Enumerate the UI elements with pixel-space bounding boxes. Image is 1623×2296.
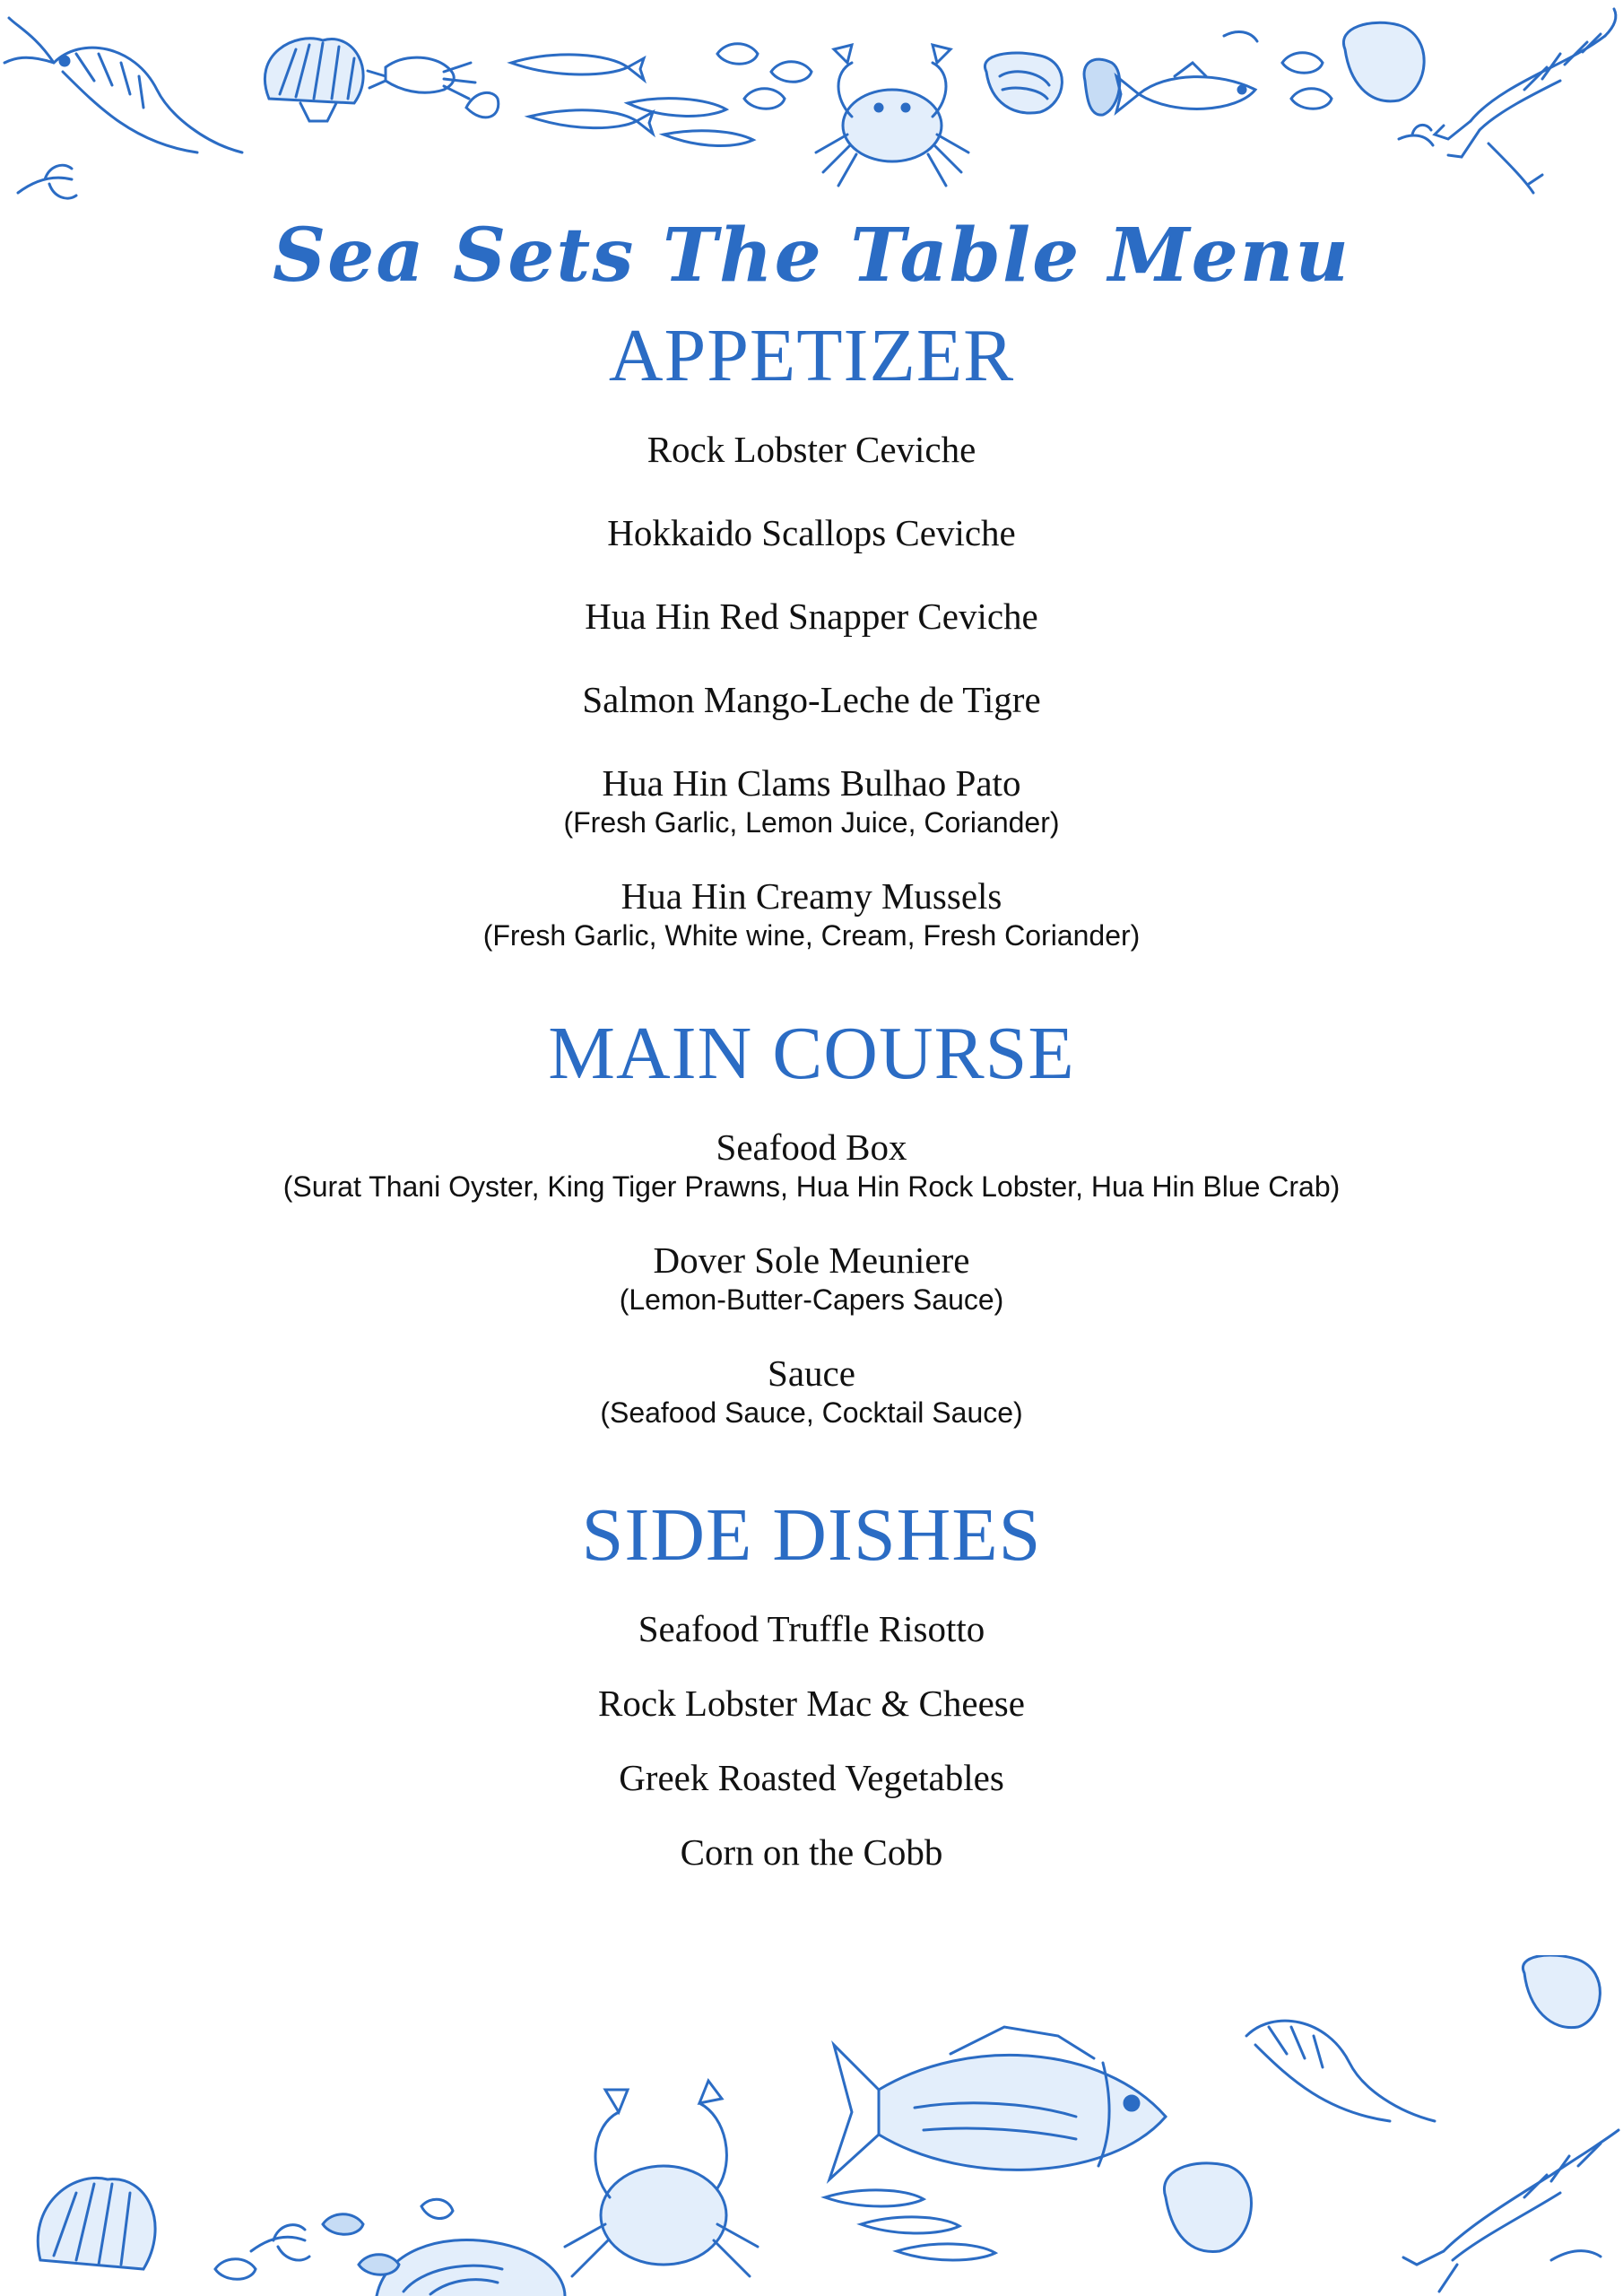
menu-item [0, 428, 1623, 471]
section-heading-main-course: MAIN COURSE [548, 1012, 1075, 1095]
menu-item-name: Corn on the Cobb [680, 1831, 943, 1873]
anchovy-illustration [825, 2190, 995, 2260]
oyster-illustration [1282, 22, 1424, 109]
squid-illustration [368, 57, 499, 117]
side-dishes-section [0, 1493, 1623, 1874]
lobster-illustration [1403, 2130, 1619, 2292]
fish-illustration [1116, 63, 1255, 112]
section-heading-side-dishes: SIDE DISHES [581, 1493, 1042, 1577]
menu-item-name: Hokkaido Scallops Ceviche [607, 512, 1016, 553]
scallop-illustration [265, 39, 363, 121]
menu-item [0, 595, 1623, 638]
lobster-illustration [1435, 9, 1616, 193]
menu-item [0, 1756, 1623, 1799]
menu-item-note: (Fresh Garlic, Lemon Juice, Coriander) [563, 806, 1060, 839]
menu-item-note: (Fresh Garlic, White wine, Cream, Fresh Coriander) [482, 919, 1141, 952]
main-course-section [0, 1012, 1623, 1431]
menu-item [0, 511, 1623, 554]
menu-item-note: (Seafood Sauce, Cocktail Sauce) [600, 1396, 1023, 1429]
scallop-illustration [38, 2178, 155, 2269]
section-heading-appetizer: APPETIZER [608, 314, 1015, 397]
menu-item [0, 1607, 1623, 1650]
sea-bream-illustration [829, 2027, 1166, 2179]
menu-item-name: Hua Hin Red Snapper Ceviche [585, 596, 1038, 637]
menu-item-name: Seafood Box [716, 1126, 907, 1168]
menu-item-name: Seafood Truffle Risotto [638, 1608, 985, 1649]
menu-item-name: Greek Roasted Vegetables [619, 1757, 1004, 1798]
salmon-steak-illustration [377, 2240, 565, 2296]
menu-item-name: Rock Lobster Mac & Cheese [598, 1683, 1025, 1724]
shrimp-illustration [1246, 2021, 1435, 2121]
menu-item-name: Hua Hin Creamy Mussels [621, 875, 1002, 917]
menu-item [0, 761, 1623, 840]
menu-title: Sea Sets The Table Menu [272, 213, 1351, 299]
parsley-illustration [18, 31, 1433, 198]
menu-item-note: (Surat Thani Oyster, King Tiger Prawns, Hua Hin Rock Lobster, Hua Hin Blue Crab) [282, 1170, 1341, 1203]
bottom-seafood-border [0, 1955, 1623, 2296]
menu-item-note: (Lemon-Butter-Capers Sauce) [619, 1283, 1004, 1316]
menu-item-name: Hua Hin Clams Bulhao Pato [602, 762, 1021, 804]
menu-item-name: Salmon Mango-Leche de Tigre [582, 679, 1041, 720]
menu-item [0, 1352, 1623, 1431]
anchovy-illustration [511, 55, 753, 146]
menu-item [0, 678, 1623, 721]
menu-item [0, 1831, 1623, 1874]
menu-content [0, 193, 1623, 1905]
crab-illustration [816, 45, 968, 186]
clam-illustration [717, 44, 812, 109]
appetizer-section [0, 314, 1623, 953]
crab-illustration [565, 2081, 758, 2276]
menu-item [0, 1239, 1623, 1318]
menu-item-name: Rock Lobster Ceviche [647, 429, 976, 470]
menu-item [0, 874, 1623, 953]
mussel-illustration [1084, 59, 1120, 115]
menu-item [0, 1682, 1623, 1725]
oyster-illustration [985, 53, 1062, 113]
menu-item [0, 1126, 1623, 1205]
menu-item-name: Sauce [768, 1352, 855, 1394]
menu-item-name: Dover Sole Meuniere [653, 1239, 970, 1281]
shrimp-illustration [4, 18, 242, 152]
